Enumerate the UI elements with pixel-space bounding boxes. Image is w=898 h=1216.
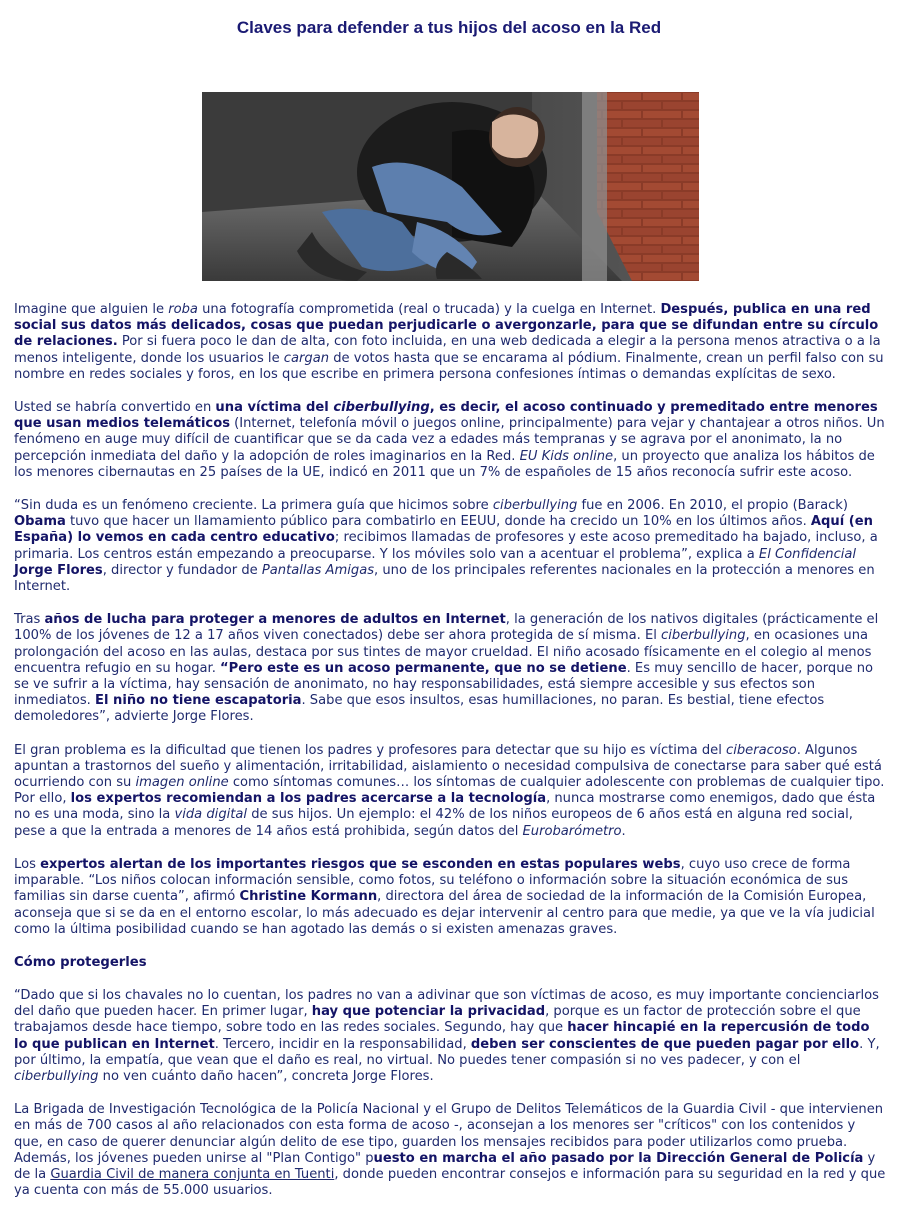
subheading-como-protegerles: Cómo protegerles [14,954,147,970]
text: , nunca mostrarse como enemigos, dado que ésta no es una moda, sino la [14,791,876,823]
text: , la generación de los nativos digitales (prácticamente el 100% de los jóvenes de 12 a 17 años viven conectados) debe ser ahora protegida de sí misma. El [14,612,879,644]
text: no ven cuánto daño hacen”, concreta Jorge Flores. [98,1068,434,1084]
text: , cuyo uso crece de forma imparable. “Los niños colocan información sensible, como fotos, su teléfono o información sobre la situación económica de sus familias sin darse cuenta”, afirmó [14,856,851,905]
bold-text: Jorge Flores [14,562,103,578]
text: . Tercero, incidir en la responsabilidad, [214,1036,471,1052]
text: , donde pueden encontrar consejos e información para su seguridad en la red y que ya cuenta con más de 55.000 usuarios. [14,1166,886,1199]
bold-text: Obama [14,514,66,530]
guardia-civil-tuenti-link[interactable]: Guardia Civil de manera conjunta en Tuenti [50,1166,335,1182]
text: una fotografía comprometida (real o trucada) y la cuelga en Internet. [197,302,661,317]
paragraph-7 [14,988,886,1085]
text: . Sabe que esos insultos, esas humillaciones, no paran. Es bestial, tiene efectos demoledores”, advierte Jorge Flores. [14,693,825,725]
bold-text: uesto en marcha el año pasado por la Dirección General de Policía [373,1150,864,1166]
text: . Y, por último, la empatía, que vean que el daño es real, no virtual. No puedes tener compasión si no ves padecer, y con el [14,1036,880,1068]
text: , un proyecto que analiza los hábitos de los menores cibernautas en 25 países de la UE, indicó en 2011 que un 7% de españoles de 15 años reconocía sufrir este acoso. [14,448,875,480]
text: y de la [14,1150,876,1182]
text: , directora del área de sociedad de la información de la Comisión Europea, aconseja que si se da en el entorno escolar, lo más adecuado es dejar intervenir al centro para que medie, ya que ve la vía judicial como la última posibilidad cuando se han agotado las demás o si existen amenazas graves. [14,889,875,937]
text: EU Kids online [519,448,614,464]
text: (Internet, telefonía móvil o juegos online, principalmente) para vejar y chantajear a otros niños. Un fenómeno en auge muy difícil de cuantificar que se da cada vez a edades más tempranas y se agrava por el anonimato, la no percepción inmediata del daño y la adopción de roles imaginarios en la Red. [14,416,885,464]
text: . [621,823,626,839]
text: como síntomas comunes… los síntomas de cualquier adolescente con problemas de cualquier tipo. Por ello, [14,775,885,807]
paragraph-3 [14,498,886,595]
text: , director y fundador de [102,562,262,578]
paragraph-1 [14,302,886,383]
text: Por si fuera poco le dan de alta, con foto incluida, en una web dedicada a elegir a la persona menos atractiva o a la menos inteligente, donde los usuarios le [14,334,881,366]
text: . Es muy sencillo de hacer, porque no se ve sufrir a la víctima, hay sensación de anonimato, no hay responsabilidades, está siempre accesible y sus efectos son inmediatos. [14,660,874,709]
text: Tras [14,612,45,628]
text: ciberbullying [661,628,746,644]
bold-text: deben ser conscientes de que pueden pagar por ello [470,1036,860,1052]
paragraph-8 [14,1102,886,1199]
text: vida digital [174,807,248,823]
text: El gran problema es la dificultad que tienen los padres y profesores para detectar que su hijo es víctima del [14,742,727,758]
text: tuvo que hacer un llamamiento público para combatirlo en EEUU, donde ha crecido un 10% en los últimos años. [65,514,811,530]
text: fue en 2006. En 2010, el propio (Barack) [577,498,848,514]
bold-text: Aquí (en España) lo vemos en cada centro educativo [14,514,873,546]
text: Usted se habría convertido en [14,400,216,416]
text: ; recibimos llamadas de profesores y este acoso premeditado ha bajado, incluso, a primaria. Los centros están empezando a preocuparse. Y los móviles solo van a acentuar el problema”, explica a [14,530,878,562]
text: roba [168,302,198,317]
bold-text: hacer hincapié en la repercusión de todo lo que publican en Internet [14,1020,870,1052]
boy-sitting-against-wall-photo [202,92,699,281]
text: ciberbullying [492,498,578,514]
text: El Confidencial [758,546,857,562]
text: “Dado que si los chavales no lo cuentan, los padres no van a adivinar que son víctimas de acoso, es muy importante concienciarlos del daño que pueden hacer. En primer lugar, [14,987,879,1020]
text: , uno de los principales referentes nacionales en la protección a menores en Internet. [14,562,875,595]
text: La Brigada de Investigación Tecnológica de la Policía Nacional y el Grupo de Delitos Telemáticos de la Guardia Civil - que intervienen en más de 700 casos al año relacionados con esta forma de acoso -, aconsejan a los menores ser "críticos" con los contenidos y que, en caso de querer denunciar algún delito de ese tipo, guarden los mensajes recibidos para poder utilizarlos como prueba. Además, los jóvenes pueden unirse al "Plan Contigo" p [14,1102,884,1166]
bold-text: una víctima del [215,400,334,416]
photo-illustration [202,92,699,281]
text: de votos hasta que se encarama al pódium. Finalmente, crean un perfil falso con su nombre en redes sociales y foros, en los que escribe en primera persona confesiones íntimas o demandas explícitas de sexo. [14,350,884,382]
text: , porque es un factor de protección sobre el que trabajamos desde hace tiempo, sobre todo en las redes sociales. Segundo, hay que [14,1004,861,1036]
paragraph-2 [14,400,886,481]
bold-text: Christine Kormann [239,889,378,905]
bold-text: El niño no tiene escapatoria [95,693,302,709]
text: , en ocasiones una prolongación del acoso en las aulas, destaca por sus tintes de mayor crueldad. El niño acosado físicamente en el colegio al menos encuentra refugio en su hogar. [14,628,872,676]
text: . Algunos apuntan a trastornos del sueño y alimentación, irritabilidad, aislamiento o necesidad compulsiva de conectarse para saber qué está ocurriendo con su [14,742,882,791]
paragraph-6 [14,857,886,938]
bold-text: ciberbullying [333,400,430,416]
paragraph-4 [14,612,886,725]
text: Imagine que alguien le [14,302,169,317]
article-title: Claves para defender a tus hijos del acoso en la Red [236,18,662,37]
bold-text: expertos alertan de los importantes riesgos que se esconden en estas populares webs [40,856,681,872]
bold-text: Después, publica en una red social sus datos más delicados, cosas que puedan perjudicarle o avergonzarle, para que se difundan entre su círculo de relaciones. [14,302,879,350]
bold-text: hay que potenciar la privacidad [311,1004,546,1020]
text: de sus hijos. Un ejemplo: el 42% de los niños europeos de 6 años está en alguna red social, pese a que la entrada a menores de 14 años está prohibida, según datos del [14,807,853,839]
text: Pantallas Amigas [261,562,375,578]
article-body [14,302,886,1216]
text: ciberbullying [14,1068,99,1084]
paragraph-5 [14,743,886,840]
text: Los [14,856,41,872]
text: ciberacoso [726,742,797,758]
text: Eurobarómetro [522,823,622,839]
bold-text: años de lucha para proteger a menores de adultos en Internet [44,612,506,628]
bold-text: , es decir, el acoso continuado y premeditado entre menores que usan medios telemáticos [14,400,878,432]
text: imagen online [135,775,229,791]
text: cargan [283,350,330,366]
text: “Sin duda es un fenómeno creciente. La primera guía que hicimos sobre [14,498,493,514]
bold-text: “Pero este es un acoso permanente, que no se detiene [220,660,627,676]
bold-text: los expertos recomiendan a los padres acercarse a la tecnología [70,791,547,807]
